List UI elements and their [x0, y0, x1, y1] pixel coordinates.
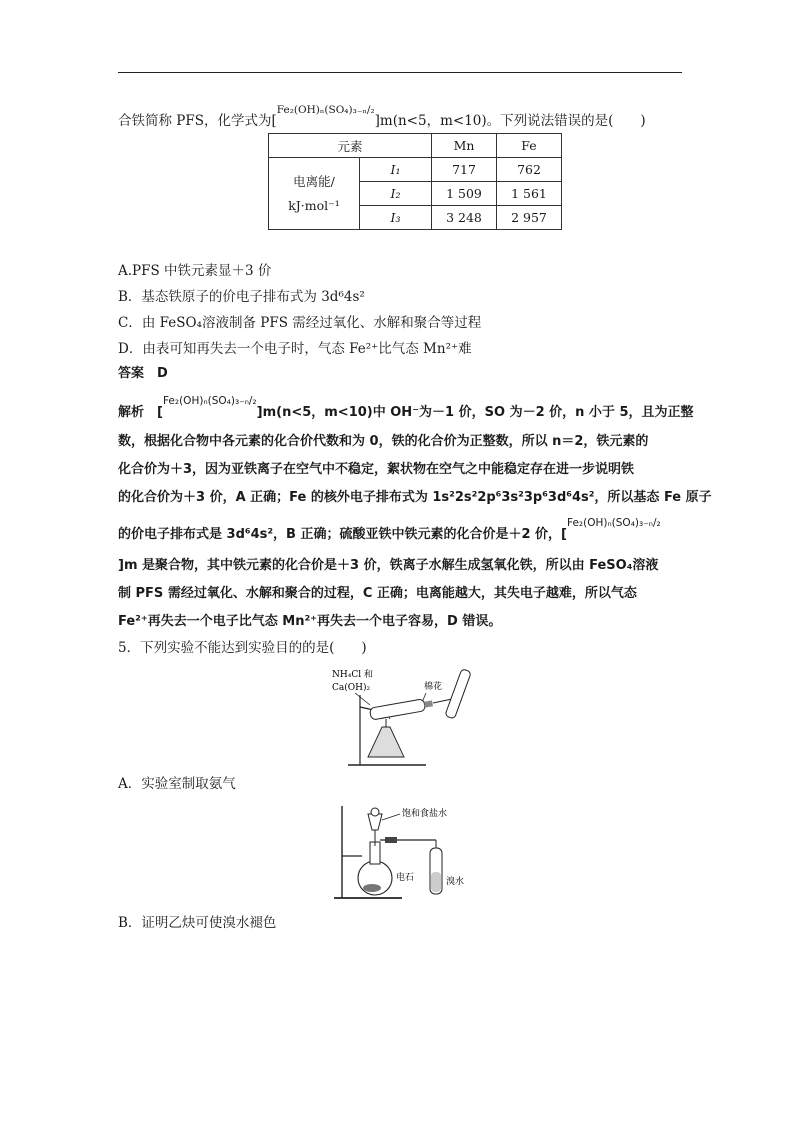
question-4-text-pre: 合铁简称 PFS，化学式为[	[118, 113, 277, 129]
table-cell-i2: I₂	[360, 182, 432, 206]
option-a: A.PFS 中铁元素显＋3 价	[118, 263, 272, 279]
option-d: D．由表可知再失去一个电子时，气态 Fe²⁺比气态 Mn²⁺难	[118, 341, 472, 357]
pfs-formula: Fe₂(OH)ₙ(SO₄)₃₋ₙ/₂	[276, 104, 375, 116]
table-cell-fe-i2: 1 561	[497, 182, 562, 206]
question-5-stem: 5．下列实验不能达到实验目的的是( )	[118, 640, 367, 656]
analysis-line-6: ]m 是聚合物，其中铁元素的化合价是＋3 价，铁离子水解生成氢氧化铁，所以由 FeSO₄溶液	[118, 558, 659, 573]
option-b: B．基态铁原子的价电子排布式为 3d⁶4s²	[118, 289, 365, 305]
question-4-text-post: ]m(n<5，m<10)。下列说法错误的是( )	[374, 113, 646, 129]
label-nh4cl: NH₄Cl 和	[332, 670, 373, 680]
label-carbide: 电石	[396, 873, 415, 883]
table-cell-i3: I₃	[360, 206, 432, 230]
table-cell-mn-i3: 3 248	[432, 206, 497, 230]
ionization-energy-table	[268, 133, 562, 230]
question-4-line	[118, 104, 646, 131]
option-c: C．由 FeSO₄溶液制备 PFS 需经过氧化、水解和聚合等过程	[118, 315, 482, 331]
analysis-text-1: ]m(n<5，m<10)中 OH⁻为－1 价，SO 为－2 价，n 小于 5，且为正整	[256, 405, 694, 420]
analysis-line-2: 数，根据化合物中各元素的化合价代数和为 0，铁的化合价为正整数，所以 n＝2，铁元素的	[118, 434, 649, 449]
analysis-line-4: 的化合价为＋3 价，A 正确；Fe 的核外电子排布式为 1s²2s²2p⁶3s²3p⁶3d⁶4s²，所以基态 Fe 原子	[118, 490, 712, 505]
table-cell-i1: I₁	[360, 158, 432, 182]
figure-ammonia-apparatus	[330, 665, 480, 767]
analysis-line-3: 化合价为＋3，因为亚铁离子在空气中不稳定，絮状物在空气之中能稳定存在进一步说明铁	[118, 462, 635, 477]
answer-label: 答案 D	[118, 366, 168, 381]
analysis-line-5	[118, 517, 661, 544]
table-row-label-1: 电离能/	[293, 173, 335, 189]
label-bromine: 溴水	[446, 877, 465, 887]
table-header-element: 元素	[269, 134, 432, 158]
table-cell-fe-i3: 2 957	[497, 206, 562, 230]
header-rule	[118, 72, 682, 73]
table-header-mn: Mn	[432, 134, 497, 158]
analysis-line-8: Fe²⁺再失去一个电子比气态 Mn²⁺再失去一个电子容易，D 错误。	[118, 614, 502, 629]
label-brine: 饱和食盐水	[402, 809, 448, 819]
figure-acetylene-apparatus	[330, 800, 470, 902]
option-5a: A．实验室制取氨气	[118, 776, 236, 792]
table-cell-mn-i2: 1 509	[432, 182, 497, 206]
analysis-formula-1: Fe₂(OH)ₙ(SO₄)₃₋ₙ/₂	[162, 395, 257, 407]
analysis-prefix: 解析 [	[118, 405, 163, 420]
table-cell-mn-i1: 717	[432, 158, 497, 182]
table-row-label	[269, 158, 360, 230]
table-row-label-2: kJ·mol⁻¹	[288, 197, 340, 213]
analysis-line-1	[118, 395, 694, 422]
label-cotton: 棉花	[424, 682, 443, 692]
option-5b: B．证明乙炔可使溴水褪色	[118, 915, 277, 931]
analysis-text-5: 的价电子排布式是 3d⁶4s²，B 正确；硫酸亚铁中铁元素的化合价是＋2 价，[	[118, 527, 567, 542]
analysis-formula-2: Fe₂(OH)ₙ(SO₄)₃₋ₙ/₂	[567, 517, 661, 529]
analysis-line-7: 制 PFS 需经过氧化、水解和聚合的过程，C 正确；电离能越大，其失电子越难，所以气态	[118, 586, 637, 601]
table-cell-fe-i1: 762	[497, 158, 562, 182]
label-caoh2: Ca(OH)₂	[332, 683, 371, 693]
table-header-fe: Fe	[497, 134, 562, 158]
